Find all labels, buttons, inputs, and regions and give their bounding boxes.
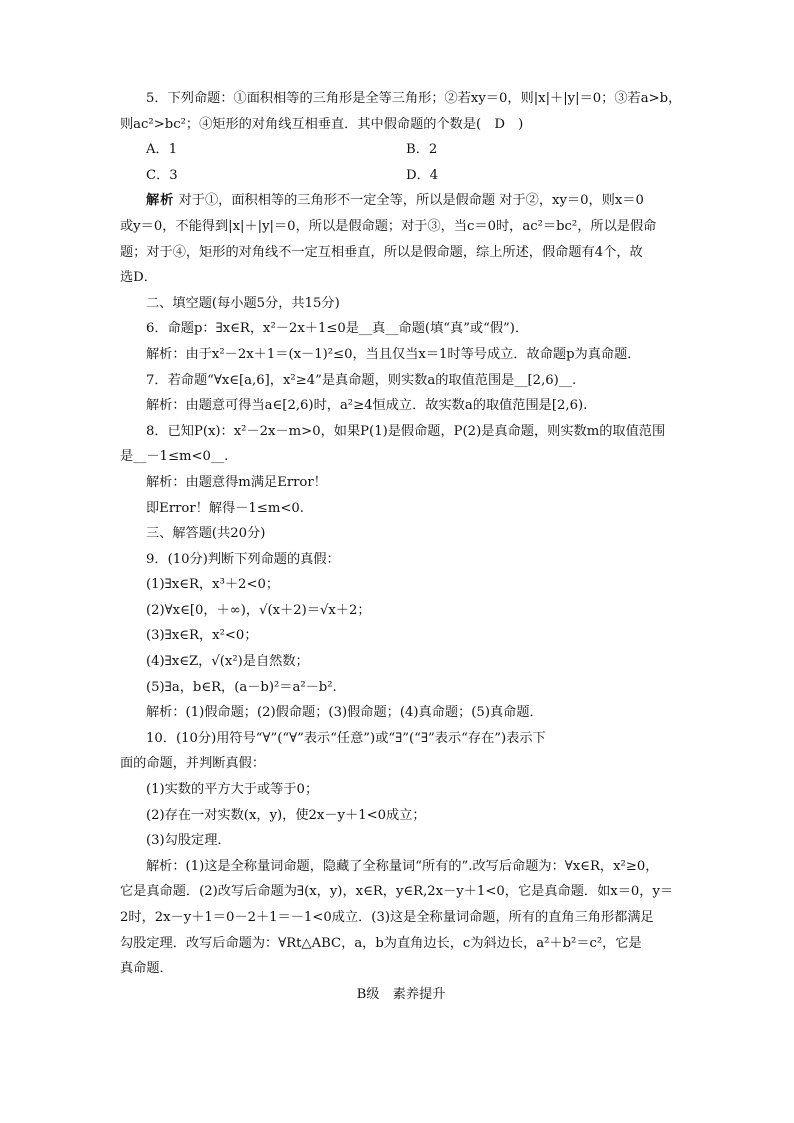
q10-item-3: (3)勾股定理． xyxy=(146,833,231,849)
q5-options-row2 xyxy=(120,163,682,189)
q5-solution-text1: 对于①，面积相等的三角形不一定全等，所以是假命题 对于②，xy＝0，则x＝0 xyxy=(178,193,644,209)
solution-label: 解析 xyxy=(146,193,175,209)
q10-item-2: (2)存在一对实数(x，y)，使2x－y＋1<0成立； xyxy=(146,807,426,823)
q8-solution-line1: 解析：由题意得m满足Error！ xyxy=(146,474,327,490)
q7-stem: 7．若命题“∀x∈[a,6]，x²≥4”是真命题，则实数a的取值范围是__[2,6)__. xyxy=(146,372,577,388)
section2-title: 二、填空题(每小题5分，共15分) xyxy=(146,295,340,311)
q9-item-4: (4)∃x∈Z，√(x²)是自然数； xyxy=(146,654,309,670)
q10-stem-line2: 面的命题，并判断真假： xyxy=(120,756,266,772)
section-footer-title: B级 素养提升 xyxy=(356,986,446,1002)
q5-stem-line1: 5．下列命题：①面积相等的三角形是全等三角形；②若xy＝0，则|x|＋|y|＝0；③若a>b， xyxy=(146,91,682,106)
q7-solution: 解析：由题意可得当a∈[2,6)时，a²≥4恒成立．故实数a的取值范围是[2,6). xyxy=(146,398,588,414)
section3-title: 三、解答题(共20分) xyxy=(146,526,266,542)
q5-solution-line2: 或y＝0，不能得到|x|＋|y|＝0，所以是假命题；对于③，当c＝0时，ac²＝bc²，所以是假命 xyxy=(120,218,657,234)
q5-option-b: B．2 xyxy=(406,142,438,158)
q5-solution-line3: 题；对于④，矩形的对角线不一定互相垂直，所以是假命题，综上所述，假命题有4个，故 xyxy=(120,244,643,260)
q5-solution-line1 xyxy=(120,188,682,214)
q10-solution-line3: 2时，2x－y＋1＝0－2＋1＝－1<0成立．(3)这是全称量词命题，所有的直角三角形都满足 xyxy=(120,910,654,925)
q10-stem-line1: 10．(10分)用符号“∀”(“∀”表示“任意”)或“∃”(“∃”表示“存在”)表示下 xyxy=(146,730,546,746)
q9-stem: 9．(10分)判断下列命题的真假： xyxy=(146,551,340,567)
q10-solution-line5: 真命题． xyxy=(120,961,173,977)
q5-option-a: A．1 xyxy=(146,142,178,158)
q10-solution-line1: 解析：(1)这是全称量词命题，隐藏了全称量词“所有的”.改写后命题为：∀x∈R，x²≥0， xyxy=(146,858,659,874)
q6-solution: 解析：由于x²－2x＋1＝(x－1)²≤0，当且仅当x＝1时等号成立．故命题p为真命题． xyxy=(146,346,641,362)
q5-options-row1 xyxy=(120,137,682,163)
q5-option-d: D．4 xyxy=(406,167,439,183)
q8-stem-line1: 8．已知P(x)：x²－2x－m>0，如果P(1)是假命题，P(2)是真命题，则实数m的取值范围 xyxy=(146,423,666,439)
q5-option-c: C．3 xyxy=(146,167,178,183)
q9-item-1: (1)∃x∈R，x³＋2<0； xyxy=(146,577,280,593)
q9-item-2: (2)∀x∈[0，＋∞)，√(x＋2)＝√x＋2； xyxy=(146,602,371,618)
q6-stem: 6．命题p：∃x∈R，x²－2x＋1≤0是__真__命题(填“真”或“假”)． xyxy=(146,321,529,337)
q10-solution-line4: 勾股定理．改写后命题为：∀Rt△ABC，a，b为直角边长，c为斜边长，a²＋b²＝c²，它是 xyxy=(120,935,642,951)
q5-solution-line4: 选D． xyxy=(120,270,157,286)
q8-stem-line2: 是__－1≤m<0__. xyxy=(120,449,229,465)
q8-solution-line2: 即Error！解得－1≤m<0. xyxy=(146,500,304,516)
q5-stem-line2: 则ac²>bc²；④矩形的对角线互相垂直．其中假命题的个数是( D ) xyxy=(120,116,524,132)
q10-item-1: (1)实数的平方大于或等于0； xyxy=(146,782,319,798)
document-body xyxy=(120,86,682,1007)
q9-item-5: (5)∃a，b∈R，(a－b)²＝a²－b². xyxy=(146,679,337,695)
q10-solution-line2: 它是真命题．(2)改写后命题为∃(x，y)，x∈R，y∈R,2x－y＋1<0，它是真命题．如x＝0，y＝ xyxy=(120,884,674,900)
q9-solution: 解析：(1)假命题；(2)假命题；(3)假命题；(4)真命题；(5)真命题． xyxy=(146,705,543,721)
q9-item-3: (3)∃x∈R，x²<0； xyxy=(146,628,258,644)
